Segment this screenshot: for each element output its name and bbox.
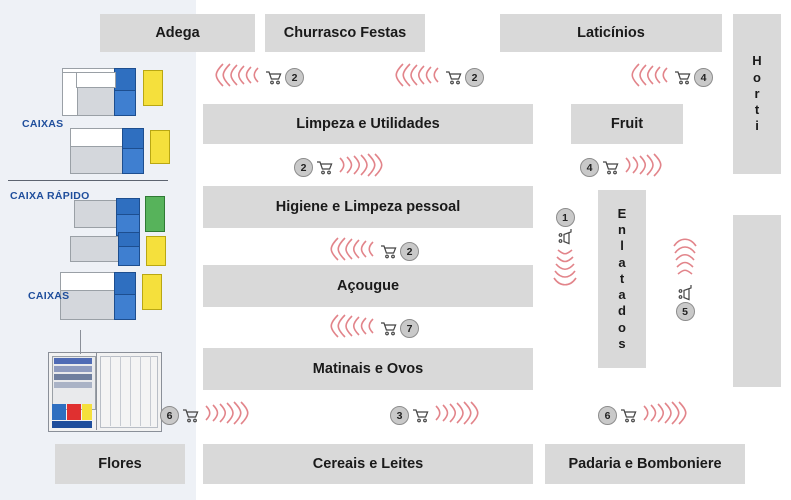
shopping-cart-icon <box>559 228 572 245</box>
cart-marker-acougue[interactable] <box>672 230 698 321</box>
shopping-cart-icon <box>674 71 691 84</box>
shopping-cart-icon <box>620 409 637 422</box>
aisle-label: Limpeza e Utilidades <box>296 115 440 132</box>
aisle-cereais-leites[interactable] <box>203 444 533 484</box>
shopping-cart-icon <box>679 284 692 301</box>
signal-wave-icon <box>327 314 377 343</box>
aisle-label: Laticínios <box>577 24 645 41</box>
aisle-massas-congelados[interactable] <box>203 265 533 307</box>
cart-marker-churrasco[interactable] <box>392 63 484 92</box>
signal-wave-icon <box>432 401 484 430</box>
aisle-label: Adega <box>155 24 200 41</box>
cart-count-badge: 4 <box>580 158 599 177</box>
shopping-cart-icon <box>445 71 462 84</box>
cart-count-badge: 2 <box>294 158 313 177</box>
cart-marker-adega[interactable] <box>212 63 304 92</box>
cart-count-badge: 6 <box>598 406 617 425</box>
aisle-fruit[interactable] <box>571 104 683 144</box>
aisle-letter: a <box>618 287 626 303</box>
cart-marker-fruit[interactable] <box>580 153 668 182</box>
cart-marker-massas[interactable] <box>327 314 419 343</box>
aisle-flores[interactable] <box>55 444 185 484</box>
signal-wave-icon <box>212 63 262 92</box>
aisle-label: Fruit <box>610 115 644 132</box>
signal-wave-icon <box>622 153 668 182</box>
signal-wave-icon <box>552 246 578 299</box>
cart-marker-flores-row[interactable] <box>160 401 254 430</box>
cart-marker-laticinios[interactable] <box>625 63 713 92</box>
aisle-acougue[interactable] <box>733 215 781 387</box>
checkout-label-caixa-rapido: CAIXA RÁPIDO <box>10 190 90 202</box>
signal-wave-icon <box>392 63 442 92</box>
cart-count-badge: 2 <box>285 68 304 87</box>
aisle-label: Açougue <box>336 277 400 294</box>
shopping-cart-icon <box>380 322 397 335</box>
aisle-enlatados[interactable] <box>598 190 646 368</box>
aisle-adega[interactable] <box>100 14 255 52</box>
shopping-cart-icon <box>265 71 282 84</box>
cart-marker-enlatados[interactable] <box>552 208 578 299</box>
aisle-padaria-bomboniere[interactable] <box>545 444 745 484</box>
aisle-letter: t <box>619 270 625 286</box>
aisle-letter: i <box>755 118 759 134</box>
aisle-label: Cereais e Leites <box>312 455 424 472</box>
aisle-label: Higiene e Limpeza pessoal <box>275 198 461 215</box>
cart-count-badge: 7 <box>400 319 419 338</box>
signal-wave-icon <box>327 237 377 266</box>
aisle-matinais-ovos[interactable] <box>203 348 533 390</box>
aisle-letter: H <box>752 53 762 69</box>
aisle-limpeza-utilidades[interactable] <box>203 104 533 144</box>
aisle-letter: t <box>754 102 760 118</box>
signal-wave-icon <box>672 230 698 283</box>
aisle-letter: l <box>620 238 624 254</box>
shopping-cart-icon <box>380 245 397 258</box>
cart-marker-padaria-row[interactable] <box>598 401 692 430</box>
aisle-label: Padaria e Bomboniere <box>568 455 722 472</box>
signal-wave-icon <box>336 153 386 182</box>
cart-count-badge: 4 <box>694 68 713 87</box>
cart-marker-cereais-row[interactable] <box>390 401 484 430</box>
aisle-letter: d <box>618 303 626 319</box>
shopping-cart-icon <box>412 409 429 422</box>
checkout-label-caixas-2: CAIXAS <box>28 290 70 302</box>
signal-wave-icon <box>640 401 692 430</box>
cart-count-badge: 1 <box>556 208 575 227</box>
cart-count-badge: 2 <box>465 68 484 87</box>
shopping-cart-icon <box>316 161 333 174</box>
aisle-horti[interactable] <box>733 14 781 174</box>
signal-wave-icon <box>202 401 254 430</box>
aisle-label: Churrasco Festas <box>283 24 407 41</box>
aisle-letter: o <box>753 69 761 85</box>
aisle-label: Matinais e Ovos <box>312 360 424 377</box>
aisle-label: Flores <box>98 455 142 472</box>
signal-wave-icon <box>625 63 671 92</box>
aisle-letter: E <box>617 205 627 221</box>
aisle-letter: n <box>618 222 626 238</box>
aisle-letter: o <box>618 319 626 335</box>
aisle-letter: s <box>618 335 626 351</box>
aisle-churrasco-festas[interactable] <box>265 14 425 52</box>
cart-count-badge: 6 <box>160 406 179 425</box>
cart-count-badge: 5 <box>676 302 695 321</box>
cart-count-badge: 2 <box>400 242 419 261</box>
shopping-cart-icon <box>602 161 619 174</box>
shopping-cart-icon <box>182 409 199 422</box>
aisle-laticinios[interactable] <box>500 14 722 52</box>
cart-marker-limpeza[interactable] <box>294 153 386 182</box>
aisle-letter: r <box>754 85 760 101</box>
aisle-letter: a <box>618 254 626 270</box>
checkout-label-caixas-1: CAIXAS <box>22 118 64 130</box>
cart-count-badge: 3 <box>390 406 409 425</box>
cart-marker-higiene[interactable] <box>327 237 419 266</box>
aisle-higiene-limpeza-pessoal[interactable] <box>203 186 533 228</box>
